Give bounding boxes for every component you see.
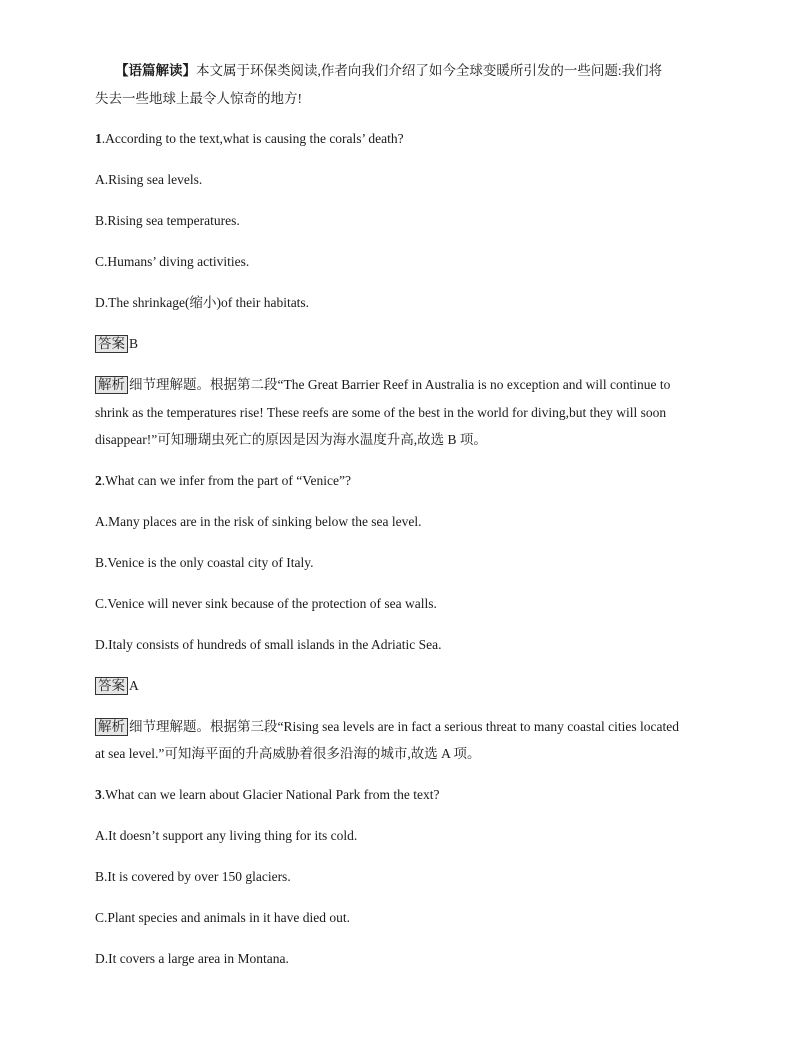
question-1-analysis-line-3: disappear!”可知珊瑚虫死亡的原因是因为海水温度升高,故选 B 项。 — [95, 432, 487, 447]
question-1-number: 1 — [95, 131, 102, 146]
question-2-analysis-line-1 — [95, 718, 679, 736]
question-2-option-d: D.Italy consists of hundreds of small islands in the Adriatic Sea. — [95, 637, 442, 652]
question-3-option-d: D.It covers a large area in Montana. — [95, 951, 289, 966]
answer-tag: 答案 — [95, 677, 128, 695]
question-1-analysis-line-1 — [95, 376, 670, 394]
question-2-option-c: C.Venice will never sink because of the protection of sea walls. — [95, 596, 437, 611]
question-1-analysis-text-1: 细节理解题。根据第二段“The Great Barrier Reef in Australia is no exception and will continue to — [129, 377, 671, 392]
question-2-answer-value: A — [129, 678, 139, 693]
question-1-text: .According to the text,what is causing the corals’ death? — [101, 131, 404, 146]
question-1-analysis-line-2: shrink as the temperatures rise! These reefs are some of the best in the world for diving,but they will soon — [95, 405, 667, 420]
intro-text-1: 本文属于环保类阅读,作者向我们介绍了如今全球变暖所引发的一些问题:我们将 — [196, 63, 663, 78]
intro-line-1 — [115, 62, 662, 80]
question-3-option-b: B.It is covered by over 150 glaciers. — [95, 869, 291, 884]
analysis-tag: 解析 — [95, 718, 128, 736]
question-1-option-c: C.Humans’ diving activities. — [95, 254, 250, 269]
question-3-stem — [95, 786, 439, 804]
answer-tag: 答案 — [95, 335, 128, 353]
question-1-answer-value: B — [129, 336, 139, 351]
question-3-text: .What can we learn about Glacier National Park from the text? — [101, 787, 440, 802]
question-1-option-d: D.The shrinkage(缩小)of their habitats. — [95, 295, 310, 310]
question-2-analysis-text-1: 细节理解题。根据第三段“Rising sea levels are in fact a serious threat to many coastal cities located — [129, 719, 679, 734]
question-2-option-b: B.Venice is the only coastal city of Italy. — [95, 555, 314, 570]
question-1-option-a: A.Rising sea levels. — [95, 172, 203, 187]
intro-label: 【语篇解读】 — [115, 63, 196, 78]
question-1-stem — [95, 130, 404, 148]
question-2-option-a: A.Many places are in the risk of sinking below the sea level. — [95, 514, 422, 529]
question-2-number: 2 — [95, 473, 102, 488]
question-1-option-b: B.Rising sea temperatures. — [95, 213, 240, 228]
question-2-analysis-line-2: at sea level.”可知海平面的升高威胁着很多沿海的城市,故选 A 项。 — [95, 746, 481, 761]
question-3-number: 3 — [95, 787, 102, 802]
question-2-stem — [95, 472, 351, 490]
intro-line-2: 失去一些地球上最令人惊奇的地方! — [95, 91, 302, 106]
question-2-text: .What can we infer from the part of “Venice”? — [101, 473, 351, 488]
question-3-option-c: C.Plant species and animals in it have died out. — [95, 910, 350, 925]
question-3-option-a: A.It doesn’t support any living thing for its cold. — [95, 828, 358, 843]
question-1-answer — [95, 335, 138, 353]
analysis-tag: 解析 — [95, 376, 128, 394]
question-2-answer — [95, 677, 139, 695]
